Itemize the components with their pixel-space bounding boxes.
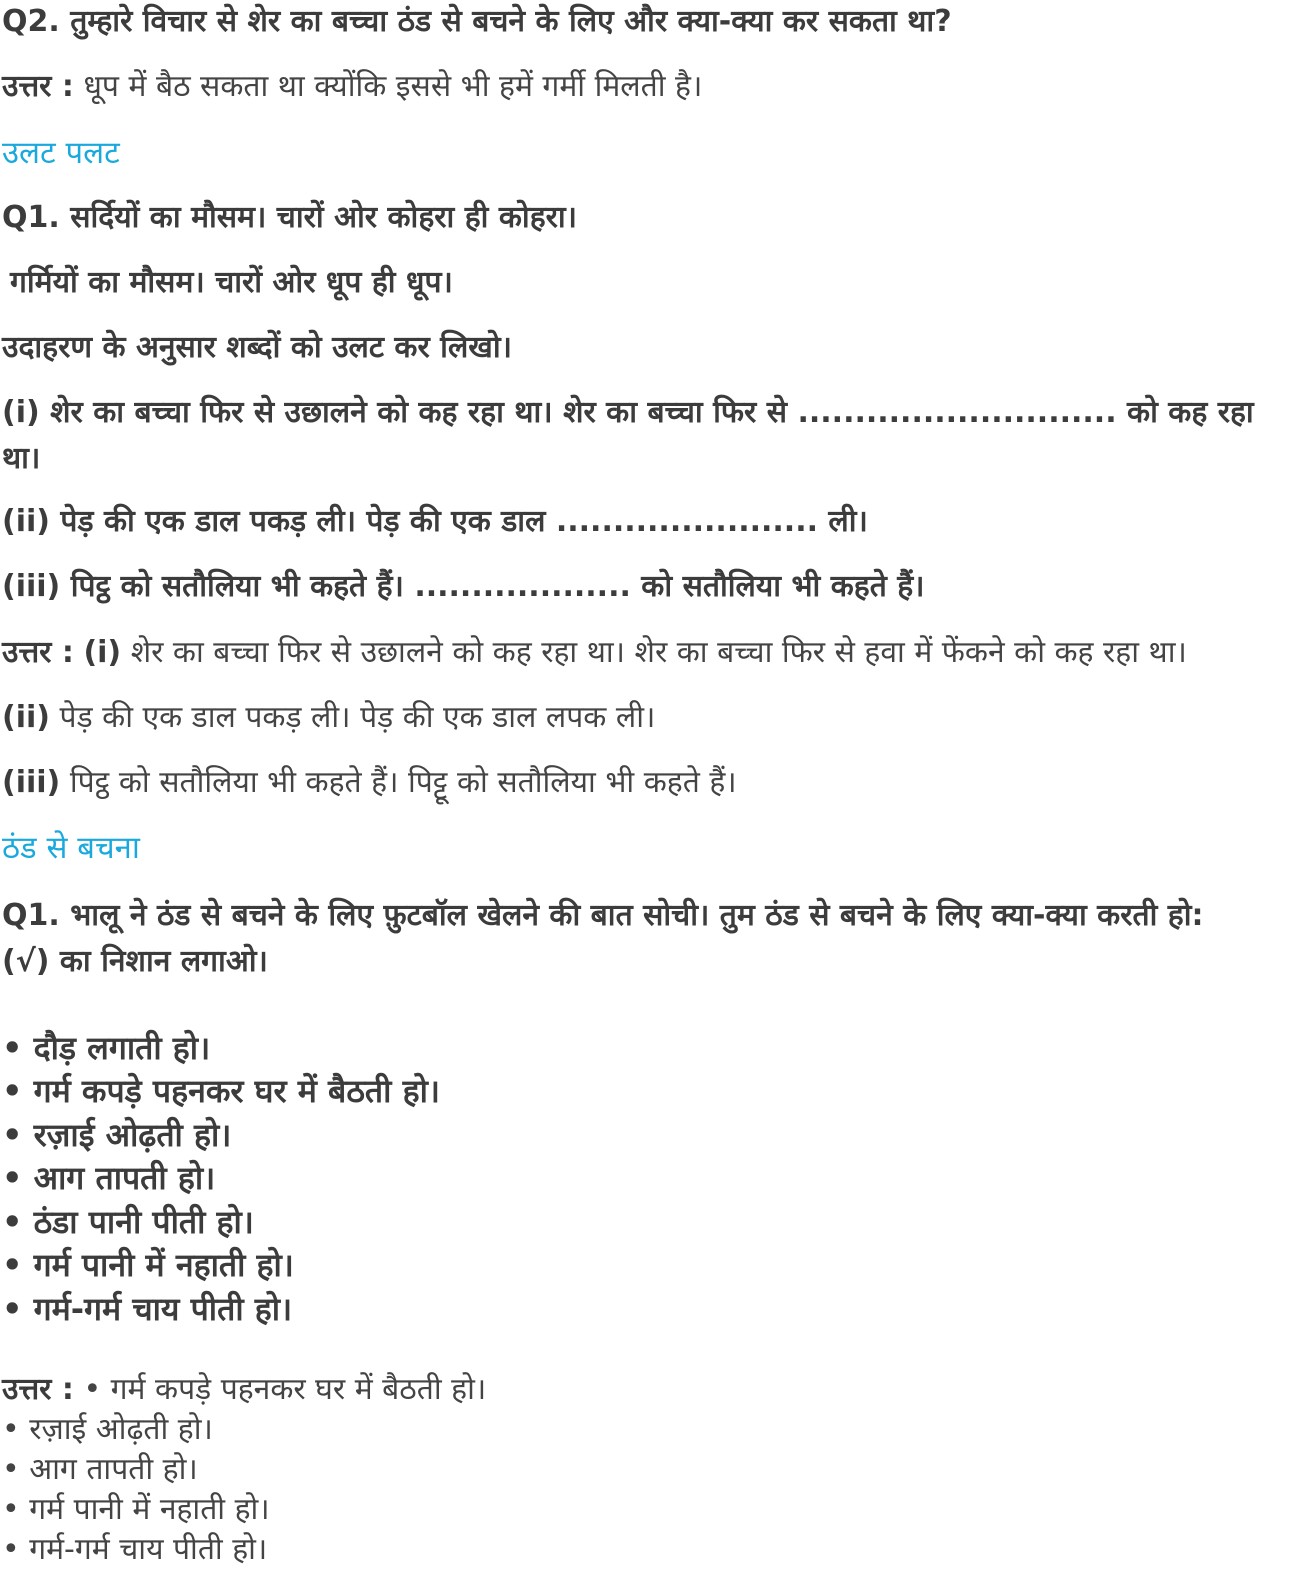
ulat-item-2: (ii) पेड़ की एक डाल पकड़ ली। पेड़ की एक डाल ....................... ली। [2, 504, 868, 539]
ulat-q1-line2: गर्मियों का मौसम। चारों ओर धूप ही धूप। [10, 265, 453, 300]
answer-text: पेड़ की एक डाल पकड़ ली। पेड़ की एक डाल लपक ली। [59, 700, 656, 735]
option-item: • गर्म कपड़े पहनकर घर में बैठती हो। [2, 1072, 440, 1110]
ulat-item-3: (iii) पिट्ठ को सतौलिया भी कहते हैं। ................... को सतौलिया भी कहते हैं। [2, 569, 925, 604]
section-heading-ulat-palat: उलट पलट [2, 135, 120, 171]
answer-num: (iii) [2, 765, 61, 800]
section-heading-thand-se-bachna: ठंड से बचना [2, 830, 140, 866]
option-item: • गर्म पानी में नहाती हो। [2, 1246, 294, 1284]
ulat-item-1: (i) शेर का बच्चा फिर से उछालने को कह रहा था। शेर का बच्चा फिर से ............................ को कह रहा था। [2, 395, 1254, 476]
answer-num: (i) [83, 635, 122, 670]
answer-label: उत्तर : [2, 635, 74, 670]
ulat-q1-line1: Q1. सर्दियों का मौसम। चारों ओर कोहरा ही कोहरा। [2, 200, 578, 235]
ulat-answer-2 [2, 696, 655, 740]
answer-num: (ii) [2, 700, 50, 735]
answer-label: उत्तर : [2, 69, 74, 104]
ulat-answer-3 [2, 761, 737, 805]
q2-question: Q2. तुम्हारे विचार से शेर का बच्चा ठंड से बचने के लिए और क्या-क्या कर सकता था? [2, 4, 952, 39]
option-item: • आग तापती हो। [2, 1159, 216, 1197]
answer-label: उत्तर : [2, 1372, 74, 1407]
thand-answer-4: • गर्म पानी में नहाती हो। [2, 1492, 270, 1527]
thand-answer-5: • गर्म-गर्म चाय पीती हो। [2, 1532, 268, 1567]
thand-answer-2: • रज़ाई ओढ़ती हो। [2, 1412, 213, 1447]
ulat-answer-1 [2, 631, 1187, 675]
answer-text: पिट्ठ को सतौलिया भी कहते हैं। पिट्टू को सतौलिया भी कहते हैं। [69, 765, 737, 800]
option-item: • ठंडा पानी पीती हो। [2, 1203, 254, 1241]
answer-text: शेर का बच्चा फिर से उछालने को कह रहा था। शेर का बच्चा फिर से हवा में फेंकने को कह रहा था। [130, 635, 1187, 670]
answer-text: धूप में बैठ सकता था क्योंकि इससे भी हमें गर्मी मिलती है। [83, 69, 703, 104]
thand-question: Q1. भालू ने ठंड से बचने के लिए फ़ुटबॉल खेलने की बात सोची। तुम ठंड से बचने के लिए क्या-क्या करती हो: (√) का निशान लगाओ। [2, 898, 1204, 979]
answer-text: • गर्म कपड़े पहनकर घर में बैठती हो। [83, 1372, 487, 1407]
thand-answer-3: • आग तापती हो। [2, 1452, 198, 1487]
option-item: • दौड़ लगाती हो। [2, 1029, 211, 1067]
thand-answer-1 [2, 1370, 486, 1410]
option-item: • रज़ाई ओढ़ती हो। [2, 1116, 232, 1154]
option-item: • गर्म-गर्म चाय पीती हो। [2, 1290, 293, 1328]
ulat-instruction: उदाहरण के अनुसार शब्दों को उलट कर लिखो। [2, 330, 512, 365]
q2-answer [2, 65, 702, 109]
